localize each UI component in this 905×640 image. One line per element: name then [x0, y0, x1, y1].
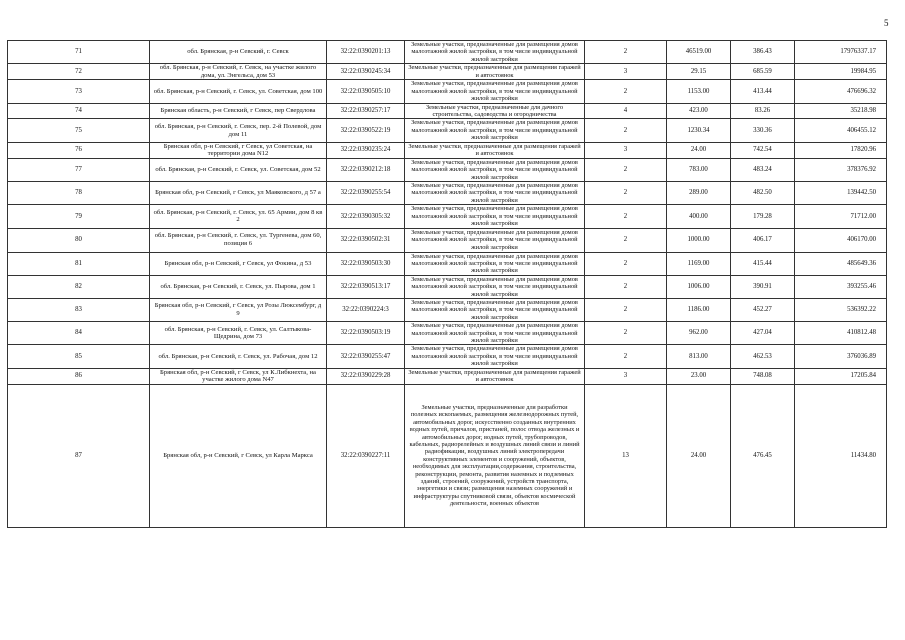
specific-value-cell: 685.59 — [731, 64, 795, 80]
group-number-cell: 2 — [585, 252, 667, 275]
row-number: 84 — [8, 322, 150, 345]
land-use-cell: Земельные участки, предназначенные для размещения домов малоэтажной жилой застройки, в том числе индивидуальной жилой застройки — [405, 158, 585, 181]
cadastral-value-cell: 17205.84 — [795, 368, 887, 384]
group-number-cell: 2 — [585, 345, 667, 368]
cadastral-number-cell: 32:22:0390224:3 — [327, 298, 405, 321]
group-number-cell: 3 — [585, 64, 667, 80]
table-row — [8, 228, 887, 252]
specific-value-cell: 462.53 — [731, 345, 795, 368]
specific-value-cell: 406.17 — [731, 228, 795, 252]
group-number-cell: 3 — [585, 368, 667, 384]
table-row — [8, 252, 887, 275]
land-use-cell: Земельные участки, предназначенные для размещения домов малоэтажной жилой застройки, в том числе индивидуальной жилой застройки — [405, 298, 585, 321]
table-row — [8, 142, 887, 158]
address-cell: обл. Брянская, р-н Севский, г. Севск, ул. Тургенева, дом 60, позиция 6 — [150, 228, 327, 252]
group-number-cell: 2 — [585, 41, 667, 64]
land-use-cell: Земельные участки, предназначенные для размещения домов малоэтажной жилой застройки, в том числе индивидуальной жилой застройки — [405, 205, 585, 228]
land-use-cell: Земельные участки, предназначенные для дачного строительства, садоводства и огородничества — [405, 103, 585, 119]
table-row — [8, 158, 887, 181]
land-use-cell: Земельные участки, предназначенные для размещения домов малоэтажной жилой застройки, в том числе индивидуальной жилой застройки — [405, 322, 585, 345]
specific-value-cell: 742.54 — [731, 142, 795, 158]
area-cell: 1000.00 — [667, 228, 731, 252]
cadastral-number-cell: 32:22:0390305:32 — [327, 205, 405, 228]
row-number: 71 — [8, 41, 150, 64]
cadastral-value-cell: 35218.98 — [795, 103, 887, 119]
specific-value-cell: 386.43 — [731, 41, 795, 64]
group-number-cell: 2 — [585, 298, 667, 321]
area-cell: 813.00 — [667, 345, 731, 368]
cadastral-value-cell: 378376.92 — [795, 158, 887, 181]
cadastral-value-cell: 476696.32 — [795, 80, 887, 103]
land-use-cell: Земельные участки, предназначенные для размещения домов малоэтажной жилой застройки, в том числе индивидуальной жилой застройки — [405, 252, 585, 275]
address-cell: Брянская обл, р-н Севский, г Севск, ул Фокина, д 53 — [150, 252, 327, 275]
specific-value-cell: 483.24 — [731, 158, 795, 181]
group-number-cell: 2 — [585, 80, 667, 103]
cadastral-value-cell: 410812.48 — [795, 322, 887, 345]
specific-value-cell: 452.27 — [731, 298, 795, 321]
cadastral-value-cell: 393255.46 — [795, 275, 887, 298]
specific-value-cell: 482.50 — [731, 182, 795, 205]
address-cell: обл. Брянская, р-н Севский, г. Севск, ул. Рабочая, дом 12 — [150, 345, 327, 368]
group-number-cell: 4 — [585, 103, 667, 119]
cadastral-number-cell: 32:22:0390245:34 — [327, 64, 405, 80]
specific-value-cell: 390.91 — [731, 275, 795, 298]
cadastral-number-cell: 32:22:0390505:10 — [327, 80, 405, 103]
cadastral-number-cell: 32:22:0390255:47 — [327, 345, 405, 368]
cadastral-number-cell: 32:22:0390522:19 — [327, 119, 405, 142]
table-row — [8, 205, 887, 228]
address-cell: обл. Брянская, р-н Севский, г. Севск, на участке жилого дома, ул. Энгельса, дом 53 — [150, 64, 327, 80]
cadastral-number-cell: 32:22:0390503:30 — [327, 252, 405, 275]
specific-value-cell: 83.26 — [731, 103, 795, 119]
table-row — [8, 275, 887, 298]
cadastral-number-cell: 32:22:0390503:19 — [327, 322, 405, 345]
area-cell: 24.00 — [667, 384, 731, 527]
row-number: 83 — [8, 298, 150, 321]
address-cell: обл. Брянская, р-н Севский, г. Севск, ул. Салтыкова-Щедрина, дом 73 — [150, 322, 327, 345]
specific-value-cell: 427.04 — [731, 322, 795, 345]
cadastral-value-cell: 17820.96 — [795, 142, 887, 158]
specific-value-cell: 415.44 — [731, 252, 795, 275]
area-cell: 400.00 — [667, 205, 731, 228]
area-cell: 962.00 — [667, 322, 731, 345]
address-cell: Брянская обл, р-н Севский, г Севск, ул Розы Люксембург, д 9 — [150, 298, 327, 321]
cadastral-value-cell: 11434.80 — [795, 384, 887, 527]
address-cell: обл. Брянская, р-н Севский, г. Севск, пер. 2-й Полевой, дом дом 11 — [150, 119, 327, 142]
address-cell: Брянская обл, р-н Севский, г Севск, ул Маяковского, д 57 а — [150, 182, 327, 205]
row-number: 72 — [8, 64, 150, 80]
land-use-cell: Земельные участки, предназначенные для размещения домов малоэтажной жилой застройки, в том числе индивидуальной жилой застройки — [405, 275, 585, 298]
row-number: 75 — [8, 119, 150, 142]
area-cell: 1153.00 — [667, 80, 731, 103]
address-cell: Брянская обл, р-н Севский, г Севск, ул Советская, на территории дома N12 — [150, 142, 327, 158]
cadastral-value-cell: 71712.00 — [795, 205, 887, 228]
row-number: 76 — [8, 142, 150, 158]
area-cell: 29.15 — [667, 64, 731, 80]
land-use-cell: Земельные участки, предназначенные для размещения гаражей и автостоянок — [405, 368, 585, 384]
specific-value-cell: 476.45 — [731, 384, 795, 527]
area-cell: 1006.00 — [667, 275, 731, 298]
cadastral-number-cell: 32:22:0390257:17 — [327, 103, 405, 119]
land-use-cell: Земельные участки, предназначенные для размещения гаражей и автостоянок — [405, 64, 585, 80]
cadastral-value-cell: 406170.00 — [795, 228, 887, 252]
area-cell: 423.00 — [667, 103, 731, 119]
cadastral-value-cell: 17976337.17 — [795, 41, 887, 64]
row-number: 79 — [8, 205, 150, 228]
cadastral-value-cell: 536392.22 — [795, 298, 887, 321]
area-cell: 24.00 — [667, 142, 731, 158]
row-number: 78 — [8, 182, 150, 205]
cadastral-value-cell: 139442.50 — [795, 182, 887, 205]
row-number: 87 — [8, 384, 150, 527]
specific-value-cell: 748.08 — [731, 368, 795, 384]
area-cell: 1230.34 — [667, 119, 731, 142]
area-cell: 289.00 — [667, 182, 731, 205]
address-cell: обл. Брянская, р-н Севский, г. Севск, ул. Советская, дом 100 — [150, 80, 327, 103]
specific-value-cell: 330.36 — [731, 119, 795, 142]
table-row — [8, 103, 887, 119]
land-use-cell: Земельные участки, предназначенные для размещения домов малоэтажной жилой застройки, в том числе индивидуальной жилой застройки — [405, 41, 585, 64]
table-row — [8, 384, 887, 527]
group-number-cell: 2 — [585, 275, 667, 298]
address-cell: обл. Брянская, р-н Севский, г. Севск, ул. Пырова, дом 1 — [150, 275, 327, 298]
specific-value-cell: 413.44 — [731, 80, 795, 103]
specific-value-cell: 179.28 — [731, 205, 795, 228]
address-cell: Брянская обл, р-н Севский, г Севск, ул Карла Маркса — [150, 384, 327, 527]
row-number: 80 — [8, 228, 150, 252]
land-use-cell: Земельные участки, предназначенные для размещения домов малоэтажной жилой застройки, в том числе индивидуальной жилой застройки — [405, 228, 585, 252]
table-row — [8, 119, 887, 142]
table-row — [8, 64, 887, 80]
address-cell: Брянская обл, р-н Севский, г Севск, ул К.Либкнехта, на участке жилого дома N47 — [150, 368, 327, 384]
cadastral-value-table — [7, 40, 887, 528]
group-number-cell: 2 — [585, 322, 667, 345]
land-use-cell: Земельные участки, предназначенные для размещения домов малоэтажной жилой застройки, в том числе индивидуальной жилой застройки — [405, 182, 585, 205]
table-row — [8, 41, 887, 64]
cadastral-number-cell: 32:22:0390229:28 — [327, 368, 405, 384]
group-number-cell: 2 — [585, 119, 667, 142]
address-cell: Брянская область, р-н Севский, г Севск, пер Свердлова — [150, 103, 327, 119]
cadastral-number-cell: 32:22:0390212:18 — [327, 158, 405, 181]
address-cell: обл. Брянская, р-н Севский, г. Севск, ул. 65 Армии, дом 8 кв 2 — [150, 205, 327, 228]
page-number: 5 — [884, 18, 889, 28]
land-use-cell: Земельные участки, предназначенные для размещения домов малоэтажной жилой застройки, в том числе индивидуальной жилой застройки — [405, 345, 585, 368]
area-cell: 1186.00 — [667, 298, 731, 321]
group-number-cell: 2 — [585, 158, 667, 181]
table-row — [8, 298, 887, 321]
land-use-cell: Земельные участки, предназначенные для размещения домов малоэтажной жилой застройки, в том числе индивидуальной жилой застройки — [405, 80, 585, 103]
cadastral-number-cell: 32:22:0390201:13 — [327, 41, 405, 64]
table-row — [8, 322, 887, 345]
row-number: 85 — [8, 345, 150, 368]
area-cell: 783.00 — [667, 158, 731, 181]
cadastral-value-cell: 19984.95 — [795, 64, 887, 80]
group-number-cell: 2 — [585, 182, 667, 205]
land-use-cell: Земельные участки, предназначенные для разработки полезных ископаемых, размещения железнодорожных путей, автомобильных дорог, искусственно созданных внутренних водных путей, причалов, пристаней, полос отвода железных и автомобильных дорог, водных путей, трубопроводов, кабельных, радиорелейных и воздушных линий связи и линий радиофикации, воздушных линий электропередачи конструктивных элементов и сооружений, объектов, необходимых для эксплуатации,содержания, строительства, реконструкции, ремонта, развития наземных и подземных зданий, строений, сооружений, устройств транспорта, энергетики и связи; размещения наземных сооружений и инфраструктуры спутниковой связи, объектов космической деятельности, военных объектов — [405, 384, 585, 527]
table-row — [8, 368, 887, 384]
cadastral-number-cell: 32:22:0390227:11 — [327, 384, 405, 527]
row-number: 81 — [8, 252, 150, 275]
row-number: 73 — [8, 80, 150, 103]
table-row — [8, 182, 887, 205]
row-number: 74 — [8, 103, 150, 119]
table-row — [8, 345, 887, 368]
table-row — [8, 80, 887, 103]
group-number-cell: 13 — [585, 384, 667, 527]
area-cell: 46519.00 — [667, 41, 731, 64]
group-number-cell: 3 — [585, 142, 667, 158]
cadastral-number-cell: 32:22:0390235:24 — [327, 142, 405, 158]
group-number-cell: 2 — [585, 205, 667, 228]
cadastral-value-cell: 406455.12 — [795, 119, 887, 142]
area-cell: 23.00 — [667, 368, 731, 384]
group-number-cell: 2 — [585, 228, 667, 252]
row-number: 77 — [8, 158, 150, 181]
address-cell: обл. Брянская, р-н Севский, г. Севск, ул. Советская, дом 52 — [150, 158, 327, 181]
land-use-cell: Земельные участки, предназначенные для размещения гаражей и автостоянок — [405, 142, 585, 158]
land-use-cell: Земельные участки, предназначенные для размещения домов малоэтажной жилой застройки, в том числе индивидуальной жилой застройки — [405, 119, 585, 142]
row-number: 82 — [8, 275, 150, 298]
row-number: 86 — [8, 368, 150, 384]
cadastral-number-cell: 32:22:0390513:17 — [327, 275, 405, 298]
cadastral-number-cell: 32:22:0390255:54 — [327, 182, 405, 205]
cadastral-number-cell: 32:22:0390502:31 — [327, 228, 405, 252]
cadastral-value-cell: 485649.36 — [795, 252, 887, 275]
cadastral-value-cell: 376036.89 — [795, 345, 887, 368]
address-cell: обл. Брянская, р-н Севский, г. Севск — [150, 41, 327, 64]
area-cell: 1169.00 — [667, 252, 731, 275]
